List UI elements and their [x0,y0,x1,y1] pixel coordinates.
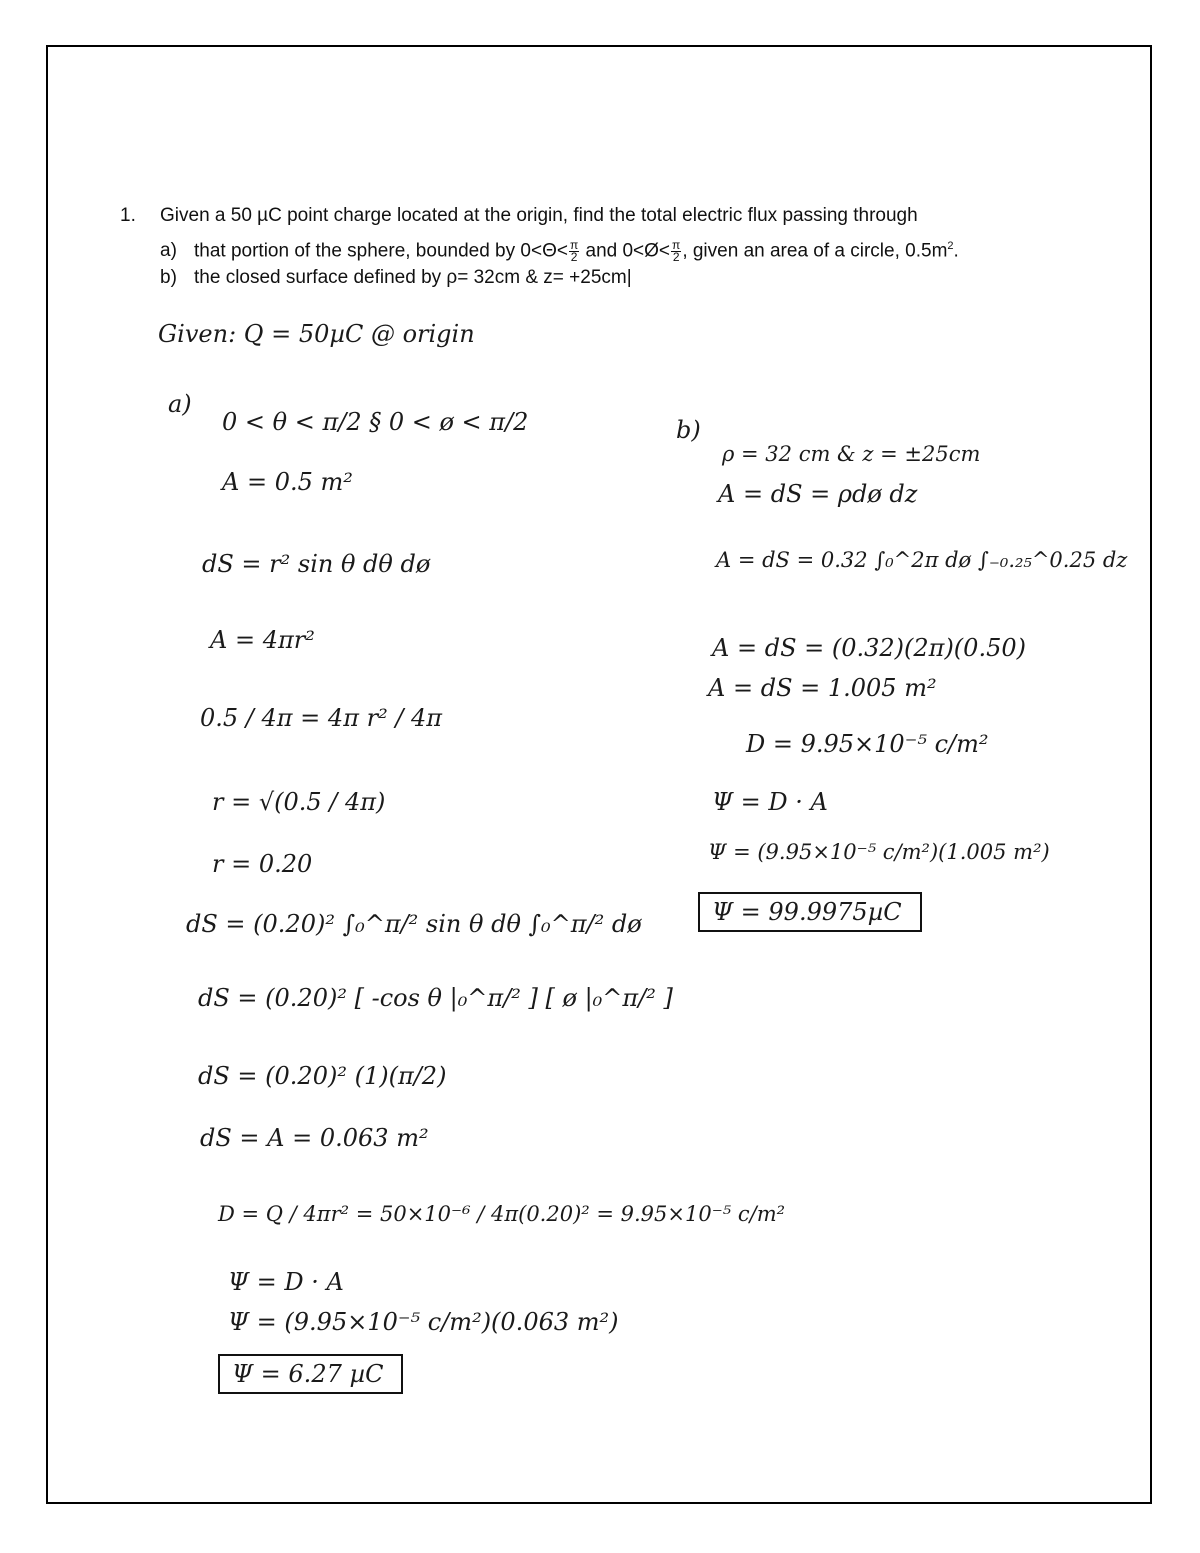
pi-over-2-fraction: $\frac{\pi}{2}$ [569,237,579,264]
part-b-text: the closed surface defined by ρ= 32cm & z= +25cm| [194,267,632,288]
part-a-ds-definition: dS = r² sin θ dθ dø [202,550,431,578]
part-b-work-label: b) [676,416,701,444]
part-a-psi-calculation: Ψ = (9.95×10⁻⁵ c/m²)(0.063 m²) [228,1308,619,1336]
part-b-area: A = dS = 1.005 m² [708,674,937,702]
part-a-area: A = 0.5 m² [222,468,353,496]
part-a-result-box: Ψ = 6.27 µC [218,1354,403,1394]
part-a-integral-4: dS = A = 0.063 m² [200,1124,429,1152]
problem-number: 1. [120,205,136,226]
part-b-psi-definition: Ψ = D · A [712,788,828,816]
part-a-sphere-area: A = 4πr² [210,626,315,654]
part-b-calculation: A = dS = (0.32)(2π)(0.50) [712,634,1026,662]
exponent: 2 [947,240,954,252]
part-a-d-calculation: D = Q / 4πr² = 50×10⁻⁶ / 4π(0.20)² = 9.95×10⁻⁵ c/m² [218,1202,786,1226]
part-a-text-3: , given an area of a circle, 0.5m [682,240,948,262]
part-b-given: ρ = 32 cm & z = ±25cm [722,442,981,466]
part-a-solve-r-1: 0.5 / 4π = 4π r² / 4π [200,704,443,732]
part-a-label: a) [160,240,177,262]
problem-part-a: a) that portion of the sphere, bounded by 0<Θ< $\frac{\pi}{2}$ and 0<Ø< $\frac{\pi}{2}$ , given an area of a circle, $0.5m^2$. [160,231,959,266]
part-b-d-value: D = 9.95×10⁻⁵ c/m² [746,730,989,758]
part-b-result-box: Ψ = 99.9975µC [698,892,922,932]
part-a-integral-2: dS = (0.20)² [ -cos θ |₀^π/² ] [ ø |₀^π/² ] [198,984,673,1012]
part-a-bounds: 0 < θ < π/2 § 0 < ø < π/2 [222,408,529,436]
part-a-text-1: that portion of the sphere, bounded by 0<Θ< [194,240,568,262]
part-a-integral-3: dS = (0.20)² (1)(π/2) [198,1062,447,1090]
part-a-work-label: a) [168,390,192,418]
part-a-text-2: and 0<Ø< [580,240,671,262]
part-a-integral-1: dS = (0.20)² ∫₀^π/² sin θ dθ ∫₀^π/² dø [186,910,642,938]
pi-over-2-fraction: $\frac{\pi}{2}$ [672,237,681,264]
part-b-ds-definition: A = dS = ρdø dz [718,480,918,508]
part-b-label: b) [160,267,177,288]
part-a-solve-r-2: r = √(0.5 / 4π) [212,788,386,816]
problem-part-b [160,262,632,293]
part-a-psi-definition: Ψ = D · A [228,1268,344,1296]
part-a-r-value: r = 0.20 [212,850,313,878]
part-b-integral: A = dS = 0.32 ∫₀^2π dø ∫₋₀.₂₅^0.25 dz [716,548,1128,572]
part-b-psi-calculation: Ψ = (9.95×10⁻⁵ c/m²)(1.005 m²) [708,840,1050,864]
problem-text: Given a 50 µC point charge located at the origin, find the total electric flux passing through [160,205,918,226]
given-line: Given: Q = 50µC @ origin [158,320,475,348]
